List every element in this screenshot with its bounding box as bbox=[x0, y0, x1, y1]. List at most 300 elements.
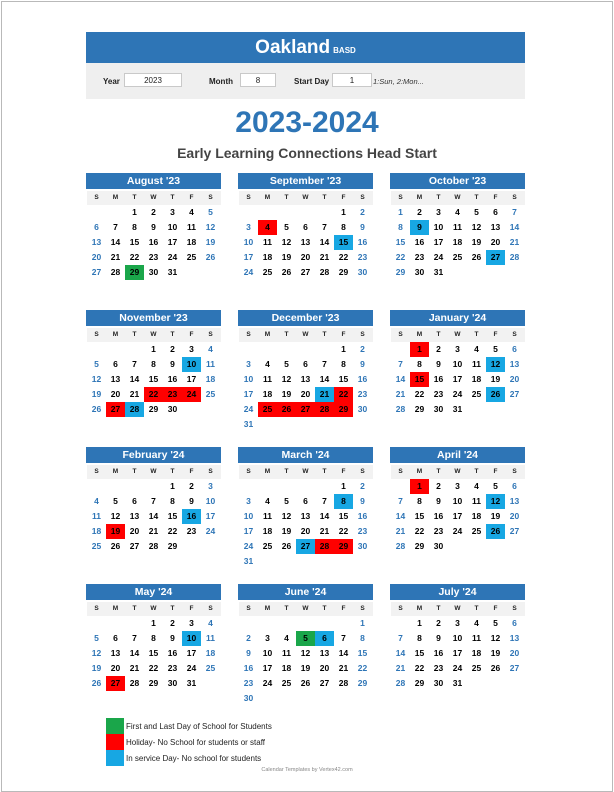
month-title: April '24 bbox=[390, 447, 525, 463]
month-title: January '24 bbox=[390, 310, 525, 326]
day-cell: 17 bbox=[243, 526, 254, 536]
day-cell: 9 bbox=[360, 222, 365, 232]
weekday-label: F bbox=[493, 468, 498, 475]
day-cell: 7 bbox=[132, 359, 137, 369]
day-cell: 17 bbox=[452, 648, 463, 658]
day-cell: 23 bbox=[357, 526, 368, 536]
day-cell: 31 bbox=[452, 678, 463, 688]
day-cell: 26 bbox=[471, 252, 482, 262]
month-field[interactable]: 8 bbox=[240, 73, 276, 87]
day-cell: 15 bbox=[338, 374, 349, 384]
start-day-label: Start Day bbox=[294, 77, 330, 86]
weekday-label: S bbox=[512, 605, 517, 612]
weekday-label: T bbox=[170, 331, 175, 338]
day-cell: 5 bbox=[296, 631, 315, 646]
day-cell: 12 bbox=[281, 511, 292, 521]
day-cell: 11 bbox=[263, 511, 272, 521]
day-cell: 19 bbox=[281, 389, 292, 399]
empty-cell bbox=[391, 479, 410, 494]
day-cell: 29 bbox=[148, 678, 159, 688]
day-cell: 13 bbox=[110, 648, 121, 658]
day-cell: 16 bbox=[357, 511, 368, 521]
day-cell: 24 bbox=[243, 541, 254, 551]
day-cell: 29 bbox=[395, 267, 406, 277]
day-cell: 3 bbox=[208, 481, 213, 491]
weekday-label: S bbox=[512, 331, 517, 338]
day-cell: 15 bbox=[129, 237, 140, 247]
day-cell: 12 bbox=[91, 374, 102, 384]
month-9 bbox=[390, 447, 525, 554]
day-cell: 16 bbox=[167, 374, 178, 384]
day-cell: 23 bbox=[186, 526, 197, 536]
empty-cell bbox=[239, 616, 258, 631]
month-title: November '23 bbox=[86, 310, 221, 326]
weekday-label: W bbox=[302, 331, 309, 338]
month-11 bbox=[238, 584, 373, 706]
day-cell: 1 bbox=[417, 618, 422, 628]
day-cell: 21 bbox=[395, 389, 406, 399]
weekday-label: S bbox=[512, 468, 517, 475]
day-cell: 30 bbox=[414, 267, 425, 277]
start-day-field[interactable]: 1 bbox=[332, 73, 372, 87]
weekday-label: M bbox=[264, 468, 271, 475]
day-cell: 7 bbox=[322, 222, 327, 232]
day-cell: 22 bbox=[414, 389, 425, 399]
empty-cell bbox=[277, 616, 296, 631]
day-cell: 9 bbox=[189, 496, 194, 506]
empty-cell bbox=[87, 479, 106, 494]
day-cell: 28 bbox=[129, 678, 140, 688]
month-4 bbox=[86, 310, 221, 417]
day-cell: 18 bbox=[452, 237, 463, 247]
day-cell: 21 bbox=[148, 526, 159, 536]
day-cell: 18 bbox=[262, 526, 273, 536]
legend-label: In service Day- No school for students bbox=[126, 753, 262, 763]
day-cell: 16 bbox=[357, 374, 368, 384]
weekday-label: T bbox=[436, 194, 441, 201]
day-cell: 19 bbox=[281, 252, 292, 262]
day-cell: 26 bbox=[486, 524, 505, 539]
day-cell: 31 bbox=[243, 419, 254, 429]
weekday-label: S bbox=[246, 331, 251, 338]
day-cell: 22 bbox=[338, 252, 349, 262]
day-grid bbox=[87, 616, 221, 691]
day-cell: 17 bbox=[186, 648, 197, 658]
day-cell: 30 bbox=[357, 404, 368, 414]
year-label: Year bbox=[103, 77, 120, 86]
day-cell: 5 bbox=[208, 207, 213, 217]
legend-swatch bbox=[106, 718, 124, 734]
day-cell: 13 bbox=[490, 222, 501, 232]
day-cell: 19 bbox=[300, 663, 311, 673]
day-cell: 16 bbox=[433, 648, 444, 658]
day-cell: 20 bbox=[509, 511, 520, 521]
day-cell: 3 bbox=[436, 207, 441, 217]
weekday-label: T bbox=[284, 605, 289, 612]
day-cell: 6 bbox=[303, 359, 308, 369]
weekday-header bbox=[87, 602, 221, 616]
day-cell: 11 bbox=[472, 633, 481, 643]
day-cell: 9 bbox=[360, 359, 365, 369]
weekday-label: S bbox=[398, 605, 403, 612]
day-cell: 22 bbox=[395, 252, 406, 262]
day-cell: 22 bbox=[357, 663, 368, 673]
day-cell: 4 bbox=[284, 633, 289, 643]
day-cell: 12 bbox=[281, 237, 292, 247]
day-cell: 11 bbox=[472, 496, 481, 506]
day-cell: 21 bbox=[129, 389, 140, 399]
empty-cell bbox=[296, 342, 315, 357]
day-cell: 14 bbox=[319, 511, 330, 521]
day-cell: 3 bbox=[455, 481, 460, 491]
empty-cell bbox=[391, 342, 410, 357]
day-cell: 15 bbox=[338, 511, 349, 521]
weekday-label: S bbox=[94, 468, 99, 475]
day-cell: 1 bbox=[341, 207, 346, 217]
day-cell: 27 bbox=[509, 389, 520, 399]
empty-cell bbox=[258, 205, 277, 220]
day-cell: 3 bbox=[246, 222, 251, 232]
day-cell: 14 bbox=[148, 511, 159, 521]
day-cell: 21 bbox=[319, 526, 330, 536]
weekday-label: W bbox=[150, 605, 157, 612]
day-cell: 23 bbox=[414, 252, 425, 262]
day-cell: 1 bbox=[341, 344, 346, 354]
organization-name: Oakland bbox=[255, 37, 331, 58]
day-cell: 26 bbox=[91, 678, 102, 688]
legend-item-first-last-day bbox=[106, 718, 272, 734]
day-cell: 1 bbox=[398, 207, 403, 217]
day-cell: 27 bbox=[106, 676, 125, 691]
day-cell: 23 bbox=[433, 663, 444, 673]
day-cell: 29 bbox=[125, 265, 144, 280]
month-1 bbox=[86, 173, 221, 280]
day-cell: 13 bbox=[300, 237, 311, 247]
day-cell: 24 bbox=[243, 404, 254, 414]
day-cell: 7 bbox=[512, 207, 517, 217]
calendar-title: 2023-2024 bbox=[235, 106, 379, 139]
day-cell: 1 bbox=[151, 344, 156, 354]
day-cell: 7 bbox=[113, 222, 118, 232]
legend-swatch bbox=[106, 734, 124, 750]
weekday-label: S bbox=[94, 194, 99, 201]
day-cell: 10 bbox=[243, 374, 254, 384]
day-cell: 15 bbox=[334, 235, 353, 250]
day-cell: 2 bbox=[246, 633, 251, 643]
weekday-header bbox=[391, 602, 525, 616]
day-cell: 6 bbox=[512, 344, 517, 354]
month-title: February '24 bbox=[86, 447, 221, 463]
empty-cell bbox=[239, 205, 258, 220]
day-cell: 6 bbox=[113, 633, 118, 643]
empty-cell bbox=[106, 479, 125, 494]
day-cell: 19 bbox=[490, 374, 501, 384]
day-cell: 5 bbox=[493, 481, 498, 491]
day-cell: 28 bbox=[110, 267, 121, 277]
day-cell: 27 bbox=[91, 267, 102, 277]
day-cell: 7 bbox=[398, 496, 403, 506]
day-grid bbox=[87, 342, 221, 417]
weekday-label: T bbox=[132, 468, 137, 475]
day-cell: 8 bbox=[151, 633, 156, 643]
day-cell: 6 bbox=[315, 631, 334, 646]
day-cell: 3 bbox=[455, 344, 460, 354]
day-cell: 1 bbox=[341, 481, 346, 491]
day-cell: 28 bbox=[315, 539, 334, 554]
day-cell: 29 bbox=[414, 678, 425, 688]
day-cell: 17 bbox=[186, 374, 197, 384]
weekday-label: M bbox=[264, 605, 271, 612]
day-cell: 24 bbox=[433, 252, 444, 262]
day-cell: 25 bbox=[281, 678, 292, 688]
day-cell: 23 bbox=[163, 387, 182, 402]
day-cell: 16 bbox=[414, 237, 425, 247]
day-cell: 3 bbox=[170, 207, 175, 217]
day-grid bbox=[391, 479, 525, 554]
day-cell: 10 bbox=[433, 222, 444, 232]
day-cell: 16 bbox=[167, 648, 178, 658]
weekday-label: S bbox=[208, 605, 213, 612]
weekday-label: W bbox=[150, 331, 157, 338]
empty-cell bbox=[391, 616, 410, 631]
day-cell: 14 bbox=[509, 222, 520, 232]
day-cell: 4 bbox=[265, 359, 270, 369]
day-cell: 17 bbox=[243, 252, 254, 262]
weekday-label: T bbox=[322, 194, 327, 201]
day-cell: 30 bbox=[357, 267, 368, 277]
day-cell: 2 bbox=[436, 618, 441, 628]
day-cell: 18 bbox=[262, 252, 273, 262]
day-cell: 21 bbox=[509, 237, 520, 247]
weekday-label: M bbox=[416, 331, 423, 338]
day-cell: 24 bbox=[452, 663, 463, 673]
day-cell: 20 bbox=[300, 389, 311, 399]
day-cell: 17 bbox=[452, 511, 463, 521]
day-cell: 9 bbox=[436, 359, 441, 369]
empty-cell bbox=[315, 479, 334, 494]
day-cell: 22 bbox=[148, 663, 159, 673]
month-5 bbox=[238, 310, 373, 432]
day-grid bbox=[87, 479, 221, 554]
day-cell: 6 bbox=[512, 618, 517, 628]
day-cell: 15 bbox=[395, 237, 406, 247]
day-cell: 8 bbox=[334, 494, 353, 509]
day-cell: 5 bbox=[94, 359, 99, 369]
day-cell: 6 bbox=[113, 359, 118, 369]
day-cell: 2 bbox=[436, 344, 441, 354]
calendar-subtitle: Early Learning Connections Head Start bbox=[177, 145, 437, 161]
day-cell: 3 bbox=[455, 618, 460, 628]
weekday-label: S bbox=[246, 605, 251, 612]
weekday-header bbox=[239, 191, 373, 205]
day-cell: 24 bbox=[452, 526, 463, 536]
weekday-label: T bbox=[474, 605, 479, 612]
day-cell: 28 bbox=[338, 678, 349, 688]
weekday-label: T bbox=[170, 605, 175, 612]
weekday-label: F bbox=[189, 605, 194, 612]
day-cell: 12 bbox=[486, 357, 505, 372]
day-cell: 21 bbox=[395, 526, 406, 536]
day-cell: 27 bbox=[509, 526, 520, 536]
day-cell: 19 bbox=[471, 237, 482, 247]
day-cell: 25 bbox=[471, 389, 482, 399]
weekday-header bbox=[391, 328, 525, 342]
day-cell: 9 bbox=[436, 496, 441, 506]
weekday-label: T bbox=[132, 194, 137, 201]
legend-item-holiday bbox=[106, 734, 272, 750]
day-cell: 18 bbox=[205, 648, 216, 658]
weekday-label: T bbox=[322, 605, 327, 612]
weekday-label: M bbox=[264, 331, 271, 338]
day-cell: 8 bbox=[170, 496, 175, 506]
weekday-label: M bbox=[416, 468, 423, 475]
day-cell: 9 bbox=[246, 648, 251, 658]
day-cell: 15 bbox=[414, 648, 425, 658]
empty-cell bbox=[296, 616, 315, 631]
day-cell: 12 bbox=[490, 633, 501, 643]
day-cell: 14 bbox=[319, 374, 330, 384]
day-cell: 2 bbox=[417, 207, 422, 217]
day-cell: 30 bbox=[148, 267, 159, 277]
day-cell: 17 bbox=[167, 237, 178, 247]
weekday-label: W bbox=[302, 194, 309, 201]
weekday-header bbox=[87, 465, 221, 479]
day-cell: 12 bbox=[91, 648, 102, 658]
day-cell: 29 bbox=[338, 267, 349, 277]
day-cell: 29 bbox=[334, 402, 353, 417]
day-cell: 24 bbox=[243, 267, 254, 277]
day-cell: 13 bbox=[300, 511, 311, 521]
weekday-header bbox=[87, 328, 221, 342]
day-cell: 14 bbox=[129, 648, 140, 658]
credit-link[interactable]: Calendar Templates by Vertex42.com bbox=[261, 767, 353, 773]
day-cell: 28 bbox=[319, 267, 330, 277]
day-grid bbox=[87, 205, 221, 280]
day-cell: 10 bbox=[182, 631, 201, 646]
weekday-label: W bbox=[454, 194, 461, 201]
empty-cell bbox=[315, 616, 334, 631]
weekday-label: T bbox=[436, 331, 441, 338]
day-cell: 28 bbox=[395, 404, 406, 414]
day-cell: 28 bbox=[125, 402, 144, 417]
day-cell: 23 bbox=[433, 389, 444, 399]
day-cell: 24 bbox=[186, 663, 197, 673]
day-cell: 23 bbox=[433, 526, 444, 536]
empty-cell bbox=[258, 616, 277, 631]
weekday-label: W bbox=[454, 331, 461, 338]
weekday-label: W bbox=[454, 605, 461, 612]
day-cell: 16 bbox=[357, 237, 368, 247]
day-cell: 31 bbox=[167, 267, 178, 277]
weekday-label: W bbox=[302, 468, 309, 475]
day-cell: 27 bbox=[296, 539, 315, 554]
day-cell: 4 bbox=[265, 496, 270, 506]
empty-cell bbox=[315, 205, 334, 220]
day-cell: 26 bbox=[300, 678, 311, 688]
day-cell: 23 bbox=[357, 389, 368, 399]
day-cell: 15 bbox=[410, 372, 429, 387]
day-cell: 19 bbox=[106, 524, 125, 539]
weekday-header bbox=[239, 328, 373, 342]
day-cell: 22 bbox=[129, 252, 140, 262]
day-cell: 24 bbox=[182, 387, 201, 402]
day-cell: 7 bbox=[322, 359, 327, 369]
day-cell: 1 bbox=[170, 481, 175, 491]
month-title: October '23 bbox=[390, 173, 525, 189]
day-cell: 3 bbox=[189, 344, 194, 354]
day-cell: 30 bbox=[433, 678, 444, 688]
empty-cell bbox=[315, 342, 334, 357]
day-cell: 15 bbox=[414, 511, 425, 521]
day-cell: 18 bbox=[262, 389, 273, 399]
day-grid bbox=[391, 342, 525, 417]
empty-cell bbox=[106, 342, 125, 357]
day-cell: 1 bbox=[132, 207, 137, 217]
weekday-label: F bbox=[493, 194, 498, 201]
month-8 bbox=[238, 447, 373, 569]
day-cell: 26 bbox=[91, 404, 102, 414]
weekday-label: M bbox=[416, 605, 423, 612]
settings-bar bbox=[86, 63, 525, 99]
day-cell: 10 bbox=[243, 237, 254, 247]
day-cell: 16 bbox=[182, 509, 201, 524]
day-cell: 14 bbox=[395, 511, 406, 521]
day-cell: 21 bbox=[315, 387, 334, 402]
day-cell: 29 bbox=[357, 678, 368, 688]
day-cell: 23 bbox=[167, 663, 178, 673]
weekday-label: T bbox=[436, 468, 441, 475]
empty-cell bbox=[106, 205, 125, 220]
day-cell: 25 bbox=[262, 541, 273, 551]
day-cell: 6 bbox=[493, 207, 498, 217]
legend bbox=[106, 718, 272, 766]
weekday-label: F bbox=[189, 331, 194, 338]
day-cell: 27 bbox=[319, 678, 330, 688]
day-cell: 20 bbox=[509, 374, 520, 384]
day-cell: 21 bbox=[338, 663, 349, 673]
month-title: July '24 bbox=[390, 584, 525, 600]
weekday-label: T bbox=[284, 194, 289, 201]
day-cell: 29 bbox=[334, 539, 353, 554]
day-cell: 13 bbox=[129, 511, 140, 521]
day-cell: 10 bbox=[452, 633, 463, 643]
day-cell: 25 bbox=[205, 663, 216, 673]
day-cell: 30 bbox=[243, 693, 254, 703]
day-cell: 6 bbox=[303, 222, 308, 232]
weekday-label: T bbox=[170, 194, 175, 201]
month-title: March '24 bbox=[238, 447, 373, 463]
day-cell: 8 bbox=[151, 359, 156, 369]
day-cell: 5 bbox=[284, 359, 289, 369]
weekday-label: F bbox=[493, 331, 498, 338]
weekday-label: F bbox=[189, 194, 194, 201]
weekday-label: T bbox=[474, 468, 479, 475]
day-cell: 4 bbox=[258, 220, 277, 235]
day-cell: 22 bbox=[144, 387, 163, 402]
day-cell: 15 bbox=[148, 648, 159, 658]
day-cell: 11 bbox=[453, 222, 462, 232]
weekday-label: T bbox=[284, 468, 289, 475]
year-field[interactable]: 2023 bbox=[124, 73, 182, 87]
day-cell: 14 bbox=[319, 237, 330, 247]
day-cell: 14 bbox=[395, 648, 406, 658]
day-cell: 24 bbox=[167, 252, 178, 262]
empty-cell bbox=[258, 479, 277, 494]
day-cell: 12 bbox=[281, 374, 292, 384]
day-cell: 23 bbox=[357, 252, 368, 262]
day-cell: 4 bbox=[208, 618, 213, 628]
day-cell: 18 bbox=[471, 374, 482, 384]
